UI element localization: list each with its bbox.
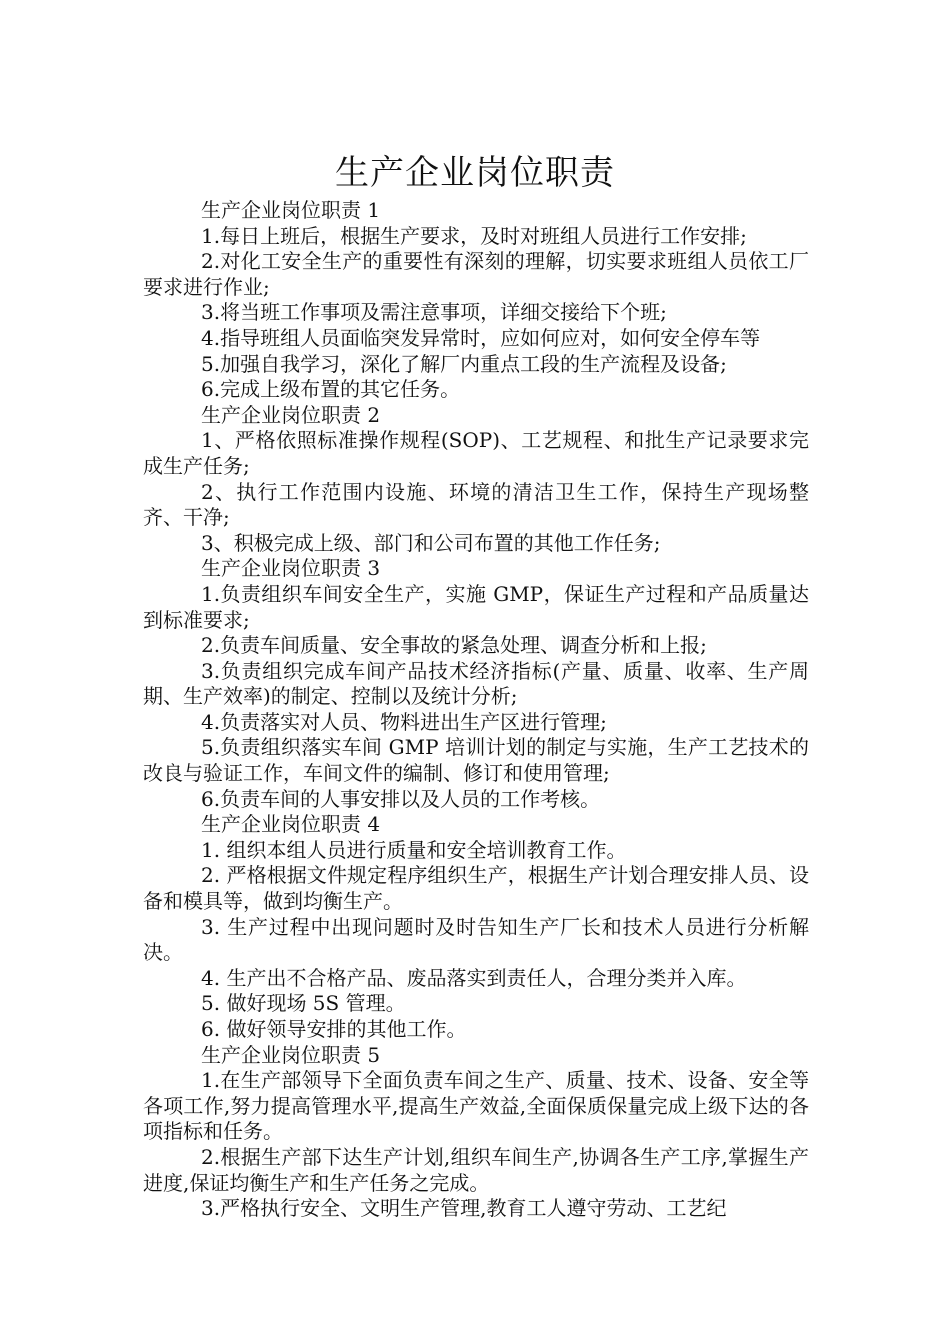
- section-heading: 生产企业岗位职责 5: [201, 1042, 381, 1067]
- duty-item: 4.指导班组人员面临突发异常时，应如何应对，如何安全停车等: [201, 325, 761, 350]
- duty-item: 3、积极完成上级、部门和公司布置的其他工作任务;: [201, 530, 661, 555]
- duty-item: 2.对化工安全生产的重要性有深刻的理解，切实要求班组人员依工厂要求进行作业;: [143, 249, 809, 299]
- duty-item: 4. 生产出不合格产品、废品落实到责任人，合理分类并入库。: [201, 965, 747, 990]
- duty-item: 2.根据生产部下达生产计划,组织车间生产,协调各生产工序,掌握生产进度,保证均衡生产和生产任务之完成。: [143, 1144, 809, 1195]
- duty-item: 2. 严格根据文件规定程序组织生产，根据生产计划合理安排人员、设备和模具等，做到均衡生产。: [143, 863, 809, 914]
- duty-item: 2、执行工作范围内设施、环境的清洁卫生工作，保持生产现场整齐、干净;: [143, 479, 809, 530]
- duty-item: 3.严格执行安全、文明生产管理,教育工人遵守劳动、工艺纪: [201, 1196, 727, 1221]
- document-body: [143, 198, 809, 1222]
- duty-item: 1.每日上班后，根据生产要求，及时对班组人员进行工作安排;: [201, 223, 747, 248]
- duty-item: 3.将当班工作事项及需注意事项，详细交接给下个班;: [201, 300, 667, 325]
- duty-item: 3.负责组织完成车间产品技术经济指标(产量、质量、收率、生产周期、生产效率)的制定、控制以及统计分析;: [143, 658, 809, 709]
- section-heading: 生产企业岗位职责 1: [201, 198, 381, 222]
- section-heading: 生产企业岗位职责 2: [201, 402, 381, 427]
- duty-item: 4.负责落实对人员、物料进出生产区进行管理;: [201, 709, 607, 734]
- duty-item: 1.负责组织车间安全生产，实施 GMP，保证生产过程和产品质量达到标准要求;: [143, 581, 809, 632]
- duty-item: 6. 做好领导安排的其他工作。: [201, 1017, 467, 1041]
- document-title: 生产企业岗位职责: [335, 152, 615, 193]
- duty-item: 1、严格依照标准操作规程(SOP)、工艺规程、和批生产记录要求完成生产任务;: [143, 428, 809, 478]
- duty-item: 2.负责车间质量、安全事故的紧急处理、调查分析和上报;: [201, 633, 707, 658]
- duty-item: 3. 生产过程中出现问题时及时告知生产厂长和技术人员进行分析解决。: [143, 914, 809, 965]
- duty-item: 5. 做好现场 5S 管理。: [201, 991, 406, 1016]
- duty-item: 5.负责组织落实车间 GMP 培训计划的制定与实施，生产工艺技术的改良与验证工作，车间文件的编制、修订和使用管理;: [143, 735, 809, 786]
- duty-item: 1.在生产部领导下全面负责车间之生产、质量、技术、设备、安全等各项工作,努力提高管理水平,提高生产效益,全面保质保量完成上级下达的各项指标和任务。: [143, 1068, 809, 1144]
- duty-item: 5.加强自我学习，深化了解厂内重点工段的生产流程及设备;: [201, 351, 727, 376]
- duty-item: 6.完成上级布置的其它任务。: [201, 377, 461, 402]
- duty-item: 6.负责车间的人事安排以及人员的工作考核。: [201, 786, 601, 811]
- section-heading: 生产企业岗位职责 3: [201, 556, 381, 581]
- duty-item: 1. 组织本组人员进行质量和安全培训教育工作。: [201, 837, 627, 862]
- section-heading: 生产企业岗位职责 4: [201, 812, 381, 837]
